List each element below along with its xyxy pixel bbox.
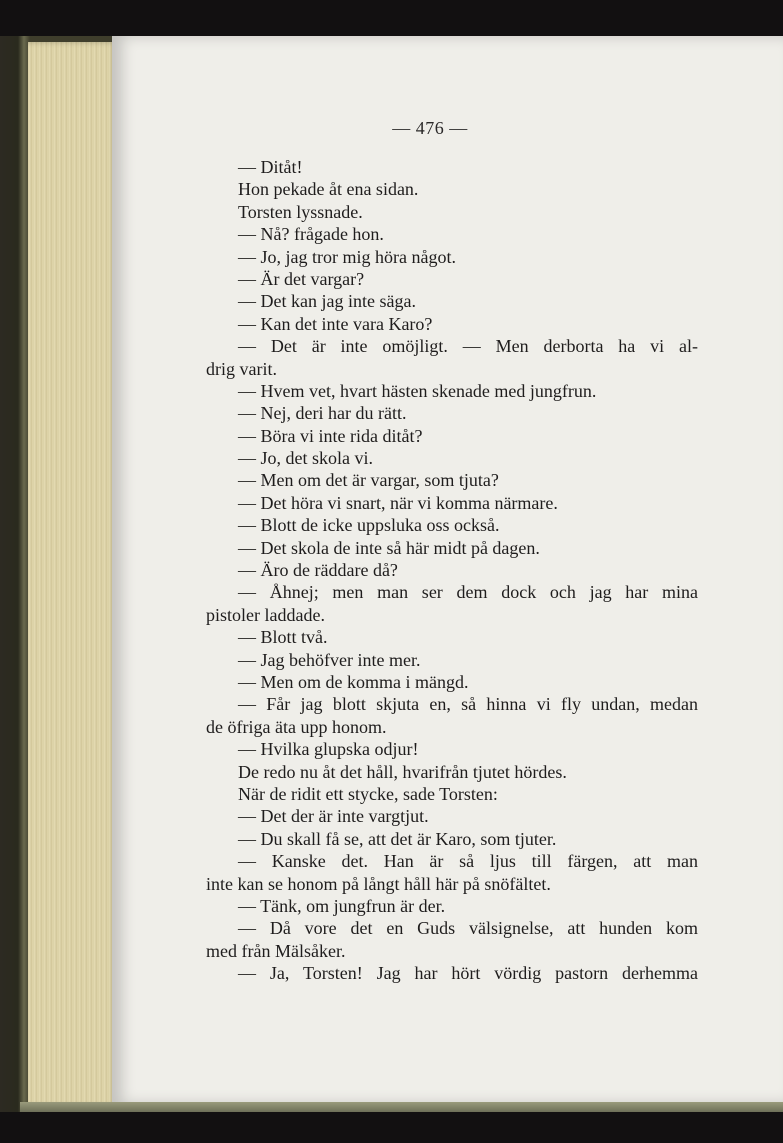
text-line: — Då vore det en Guds välsignelse, att hunden kom (238, 918, 698, 939)
text-line: — Ditåt! (238, 157, 303, 177)
text-line: — Ja, Torsten! Jag har hört vördig pastorn derhemma (238, 963, 698, 984)
text-line: — Hvem vet, hvart hästen skenade med jungfrun. (238, 380, 597, 401)
text-line: — Åhnej; men man ser dem dock och jag har mina (238, 582, 698, 603)
page-edges (28, 42, 120, 1106)
text-line: — Är det vargar? (238, 268, 365, 289)
book-cover-bottom (20, 1102, 783, 1112)
text-line: med från Mälsåker. (206, 940, 346, 961)
text-line: — Men om de komma i mängd. (238, 671, 469, 692)
text-line: — Kanske det. Han är så ljus till färgen, att man (238, 851, 698, 872)
text-line: — Det är inte omöjligt. — Men derborta ha vi al- (238, 336, 698, 357)
text-line: — Böra vi inte rida ditåt? (238, 425, 423, 446)
text-line: drig varit. (206, 358, 277, 379)
text-line: inte kan se honom på långt håll här på snöfältet. (206, 873, 551, 894)
text-line: — Kan det inte vara Karo? (238, 313, 433, 334)
text-line: — Nå? frågade hon. (238, 224, 384, 245)
text-line: Hon pekade åt ena sidan. (238, 179, 419, 200)
body-text (206, 156, 698, 984)
text-line: — Jag behöfver inte mer. (238, 649, 421, 670)
text-line: När de ridit ett stycke, sade Torsten: (238, 783, 498, 804)
text-line: — Blott de icke uppsluka oss också. (238, 515, 500, 536)
text-line: — Det skola de inte så här midt på dagen. (238, 537, 540, 558)
text-line: — Äro de räddare då? (238, 560, 398, 581)
text-line: de öfriga äta upp honom. (206, 716, 387, 737)
text-line: — Men om det är vargar, som tjuta? (238, 470, 499, 491)
text-line: — Hvilka glupska odjur! (238, 739, 419, 760)
text-line: Torsten lyssnade. (238, 201, 363, 222)
scan-background-top (0, 0, 783, 40)
scan-background-bottom (0, 1112, 783, 1143)
text-line: — Nej, deri har du rätt. (238, 403, 407, 424)
text-line: — Tänk, om jungfrun är der. (238, 895, 446, 916)
text-line: — Blott två. (238, 627, 328, 648)
text-line: — Du skall få se, att det är Karo, som tjuter. (238, 828, 557, 849)
text-line: — Det kan jag inte säga. (238, 291, 416, 312)
text-line: pistoler laddade. (206, 604, 325, 625)
page-number: — 476 — (392, 118, 468, 138)
text-line: — Får jag blott skjuta en, så hinna vi fly undan, medan (238, 694, 698, 715)
text-line: — Jo, jag tror mig höra något. (238, 246, 456, 267)
text-line: — Jo, det skola vi. (238, 448, 373, 469)
text-line: — Det der är inte vargtjut. (238, 806, 429, 827)
text-line: De redo nu åt det håll, hvarifrån tjutet hördes. (238, 761, 567, 782)
text-line: — Det höra vi snart, när vi komma närmare. (238, 492, 558, 513)
